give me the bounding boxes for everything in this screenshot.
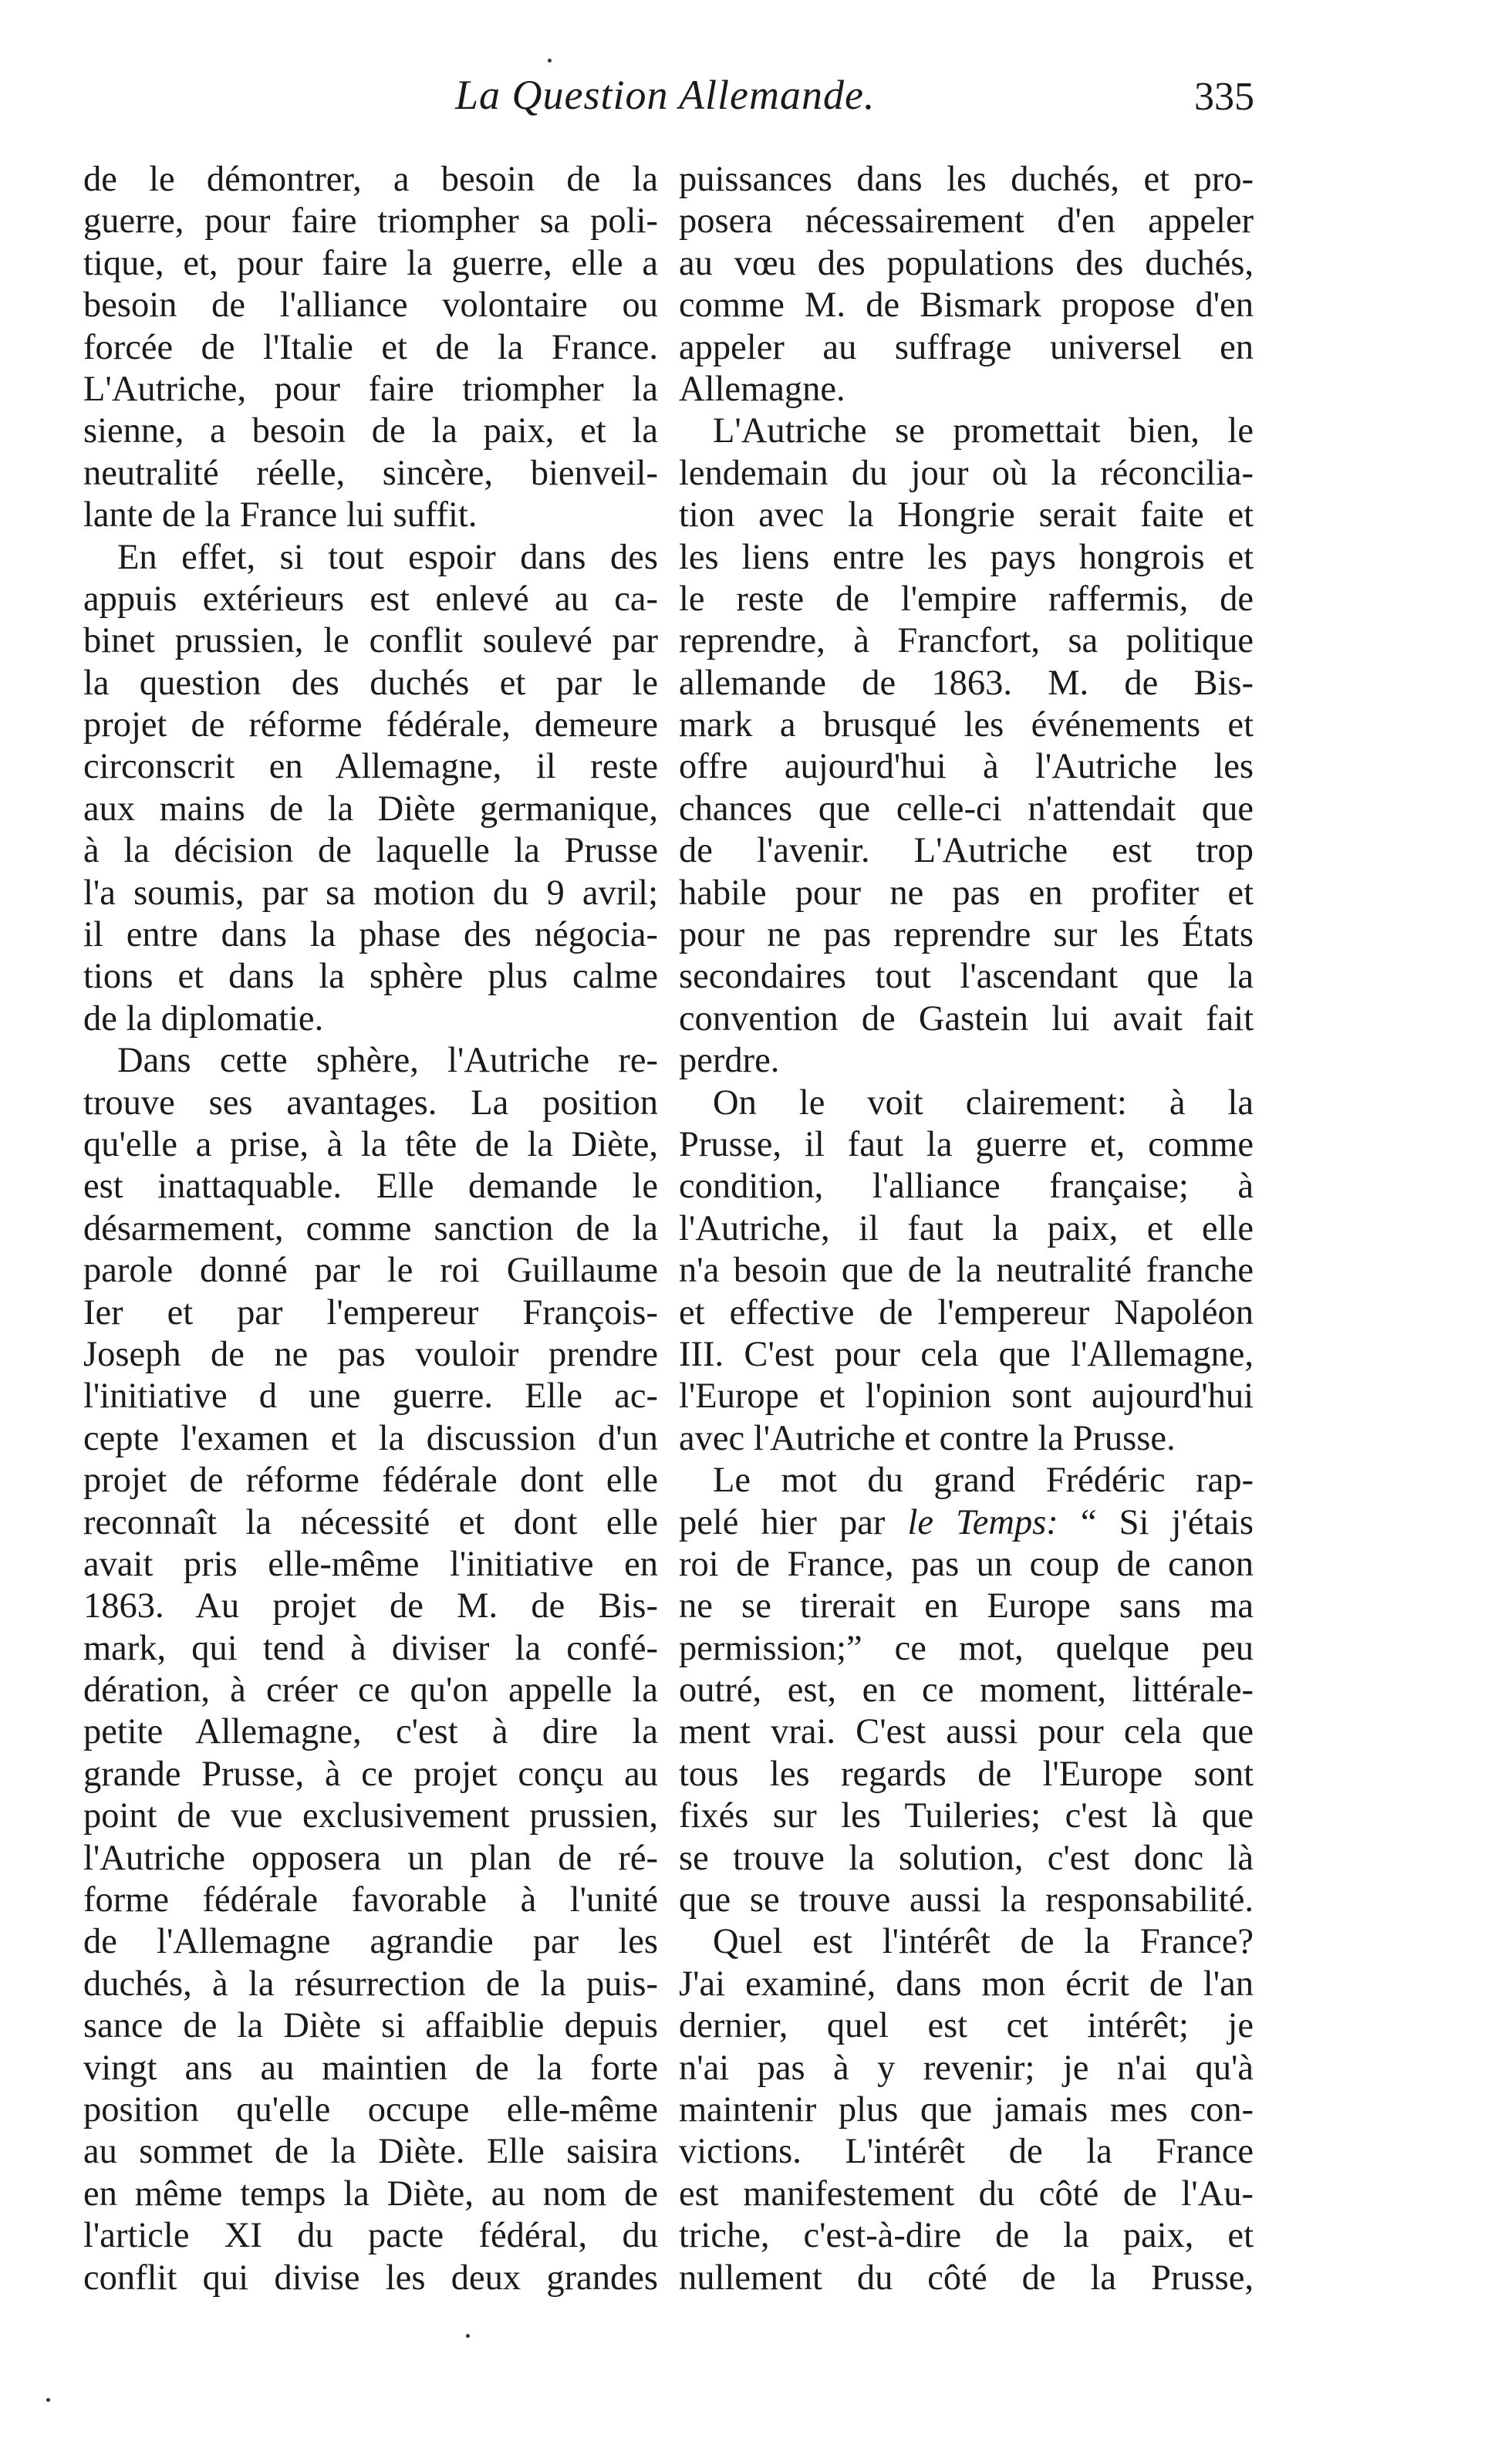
text-line: sance de la Diète si affaiblie depuis bbox=[83, 2006, 658, 2046]
text-line: avec l'Autriche et contre la Prusse. bbox=[679, 1418, 1176, 1458]
text-line: vingt ans au maintien de la forte bbox=[83, 2048, 658, 2088]
page-number: 335 bbox=[1194, 75, 1254, 119]
text-line: l'Europe et l'opinion sont aujourd'hui bbox=[679, 1376, 1254, 1417]
text-line: III. C'est pour cela que l'Allemagne, bbox=[679, 1334, 1254, 1374]
text-line: Dans cette sphère, l'Autriche re- bbox=[117, 1041, 658, 1081]
text-line: allemande de 1863. M. de Bis- bbox=[679, 663, 1254, 703]
text-line: comme M. de Bismark propose d'en bbox=[679, 285, 1254, 326]
running-title: La Question Allemande. bbox=[455, 72, 876, 118]
text-segment: pelé hier par bbox=[679, 1502, 908, 1542]
text-line: mark, qui tend à diviser la confé- bbox=[83, 1628, 658, 1668]
text-line: l'a soumis, par sa motion du 9 avril; bbox=[83, 873, 658, 913]
print-speck bbox=[466, 2334, 470, 2338]
text-line: perdre. bbox=[679, 1041, 780, 1081]
text-line: le reste de l'empire raffermis, de bbox=[679, 579, 1254, 619]
text-line: posera nécessairement d'en appeler bbox=[679, 201, 1254, 241]
text-line: En effet, si tout espoir dans des bbox=[117, 537, 658, 577]
text-line: projet de réforme fédérale dont elle bbox=[83, 1461, 658, 1501]
text-line: les liens entre les pays hongrois et bbox=[679, 537, 1254, 577]
text-line: duchés, à la résurrection de la puis- bbox=[83, 1964, 658, 2004]
text-line: L'Autriche se promettait bien, le bbox=[713, 411, 1254, 451]
text-line: grande Prusse, à ce projet conçu au bbox=[83, 1754, 658, 1794]
text-line: sienne, a besoin de la paix, et la bbox=[83, 411, 658, 451]
text-line: chances que celle-ci n'attendait que bbox=[679, 789, 1254, 829]
text-line: l'initiative d une guerre. Elle ac- bbox=[83, 1376, 658, 1417]
text-line: roi de France, pas un coup de canon bbox=[679, 1544, 1254, 1584]
text-line: conflit qui divise les deux grandes bbox=[83, 2258, 658, 2298]
text-line: besoin de l'alliance volontaire ou bbox=[83, 285, 658, 326]
text-line: position qu'elle occupe elle-même bbox=[83, 2089, 658, 2130]
text-line: il entre dans la phase des négocia- bbox=[83, 915, 658, 955]
text-line: à la décision de laquelle la Prusse bbox=[83, 831, 658, 871]
text-line: lendemain du jour où la réconcilia- bbox=[679, 453, 1254, 493]
text-line: l'Autriche opposera un plan de ré- bbox=[83, 1838, 658, 1878]
text-line: n'ai pas à y revenir; je n'ai qu'à bbox=[679, 2048, 1254, 2088]
text-line: Quel est l'intérêt de la France? bbox=[713, 1922, 1254, 1962]
text-line: au sommet de la Diète. Elle saisira bbox=[83, 2132, 658, 2172]
text-line: puissances dans les duchés, et pro- bbox=[679, 160, 1254, 199]
text-line: et effective de l'empereur Napoléon bbox=[679, 1292, 1254, 1332]
text-line: offre aujourd'hui à l'Autriche les bbox=[679, 747, 1254, 787]
text-line: dernier, quel est cet intérêt; je bbox=[679, 2006, 1254, 2046]
text-line: est manifestement du côté de l'Au- bbox=[679, 2173, 1254, 2214]
text-line: trouve ses avantages. La position bbox=[83, 1083, 658, 1123]
text-line: Ier et par l'empereur François- bbox=[83, 1292, 658, 1332]
text-line: outré, est, en ce moment, littérale- bbox=[679, 1670, 1254, 1711]
text-line: au vœu des populations des duchés, bbox=[679, 243, 1254, 283]
text-line: parole donné par le roi Guillaume bbox=[83, 1251, 658, 1291]
text-line: cepte l'examen et la discussion d'un bbox=[83, 1418, 658, 1458]
text-line: projet de réforme fédérale, demeure bbox=[83, 705, 658, 745]
text-line: l'Autriche, il faut la paix, et elle bbox=[679, 1208, 1254, 1248]
right-column bbox=[679, 159, 1254, 2299]
text-line: L'Autriche, pour faire triompher la bbox=[83, 369, 658, 409]
text-line: forcée de l'Italie et de la France. bbox=[83, 327, 658, 367]
text-line: de l'avenir. L'Autriche est trop bbox=[679, 831, 1254, 871]
text-line bbox=[679, 1502, 1254, 1544]
text-line: guerre, pour faire triompher sa poli- bbox=[83, 201, 658, 241]
text-line: n'a besoin que de la neutralité franche bbox=[679, 1251, 1254, 1291]
text-line: appeler au suffrage universel en bbox=[679, 327, 1254, 367]
text-line: condition, l'alliance française; à bbox=[679, 1167, 1254, 1207]
text-line: binet prussien, le conflit soulevé par bbox=[83, 621, 658, 661]
text-line: Prusse, il faut la guerre et, comme bbox=[679, 1124, 1254, 1164]
text-line: Allemagne. bbox=[679, 369, 845, 409]
text-line: secondaires tout l'ascendant que la bbox=[679, 957, 1254, 997]
print-speck bbox=[46, 2398, 50, 2402]
text-line: tions et dans la sphère plus calme bbox=[83, 957, 658, 997]
text-segment: “ Si j'étais bbox=[1058, 1502, 1254, 1542]
text-line: mark a brusqué les événements et bbox=[679, 705, 1254, 745]
text-line: tique, et, pour faire la guerre, elle a bbox=[83, 243, 658, 283]
text-line: petite Allemagne, c'est à dire la bbox=[83, 1712, 658, 1752]
text-line: avait pris elle-même l'initiative en bbox=[83, 1544, 658, 1584]
text-line: maintenir plus que jamais mes con- bbox=[679, 2089, 1254, 2130]
text-line: dération, à créer ce qu'on appelle la bbox=[83, 1670, 658, 1711]
text-line: habile pour ne pas en profiter et bbox=[679, 873, 1254, 913]
print-speck bbox=[548, 59, 552, 62]
text-line: circonscrit en Allemagne, il reste bbox=[83, 747, 658, 787]
text-line: qu'elle a prise, à la tête de la Diète, bbox=[83, 1124, 658, 1164]
text-line: de l'Allemagne agrandie par les bbox=[83, 1922, 658, 1962]
left-column bbox=[83, 159, 658, 2299]
text-line: que se trouve aussi la responsabilité. bbox=[679, 1880, 1254, 1920]
text-line: fixés sur les Tuileries; c'est là que bbox=[679, 1796, 1254, 1836]
text-line: 1863. Au projet de M. de Bis- bbox=[83, 1586, 658, 1626]
text-line: de la diplomatie. bbox=[83, 998, 324, 1039]
text-line: reconnaît la nécessité et dont elle bbox=[83, 1502, 658, 1542]
text-line: pour ne pas reprendre sur les États bbox=[679, 915, 1254, 955]
text-line: Le mot du grand Frédéric rap- bbox=[713, 1461, 1254, 1501]
text-line: neutralité réelle, sincère, bienveil- bbox=[83, 453, 658, 493]
text-line: nullement du côté de la Prusse, bbox=[679, 2258, 1254, 2298]
text-line: triche, c'est-à-dire de la paix, et bbox=[679, 2216, 1254, 2256]
text-line: lante de la France lui suffit. bbox=[83, 495, 478, 535]
text-line: appuis extérieurs est enlevé au ca- bbox=[83, 579, 658, 619]
text-line: forme fédérale favorable à l'unité bbox=[83, 1880, 658, 1920]
text-line: Joseph de ne pas vouloir prendre bbox=[83, 1334, 658, 1374]
text-line: ment vrai. C'est aussi pour cela que bbox=[679, 1712, 1254, 1752]
text-line: en même temps la Diète, au nom de bbox=[83, 2173, 658, 2214]
text-line: se trouve la solution, c'est donc là bbox=[679, 1838, 1254, 1878]
italic-citation: le Temps: bbox=[907, 1502, 1058, 1542]
text-line: tous les regards de l'Europe sont bbox=[679, 1754, 1254, 1794]
text-line: victions. L'intérêt de la France bbox=[679, 2132, 1254, 2172]
text-line: aux mains de la Diète germanique, bbox=[83, 789, 658, 829]
text-line: convention de Gastein lui avait fait bbox=[679, 998, 1254, 1039]
text-line: de le démontrer, a besoin de la bbox=[83, 160, 658, 199]
text-line: désarmement, comme sanction de la bbox=[83, 1208, 658, 1248]
text-line: tion avec la Hongrie serait faite et bbox=[679, 495, 1254, 535]
text-line: point de vue exclusivement prussien, bbox=[83, 1796, 658, 1836]
text-line: la question des duchés et par le bbox=[83, 663, 658, 703]
text-line: J'ai examiné, dans mon écrit de l'an bbox=[679, 1964, 1254, 2004]
text-line: reprendre, à Francfort, sa politique bbox=[679, 621, 1254, 661]
text-line: On le voit clairement: à la bbox=[713, 1083, 1254, 1123]
text-line: ne se tirerait en Europe sans ma bbox=[679, 1586, 1254, 1626]
text-line: l'article XI du pacte fédéral, du bbox=[83, 2216, 658, 2256]
text-line: est inattaquable. Elle demande le bbox=[83, 1167, 658, 1207]
text-line: permission;” ce mot, quelque peu bbox=[679, 1628, 1254, 1668]
